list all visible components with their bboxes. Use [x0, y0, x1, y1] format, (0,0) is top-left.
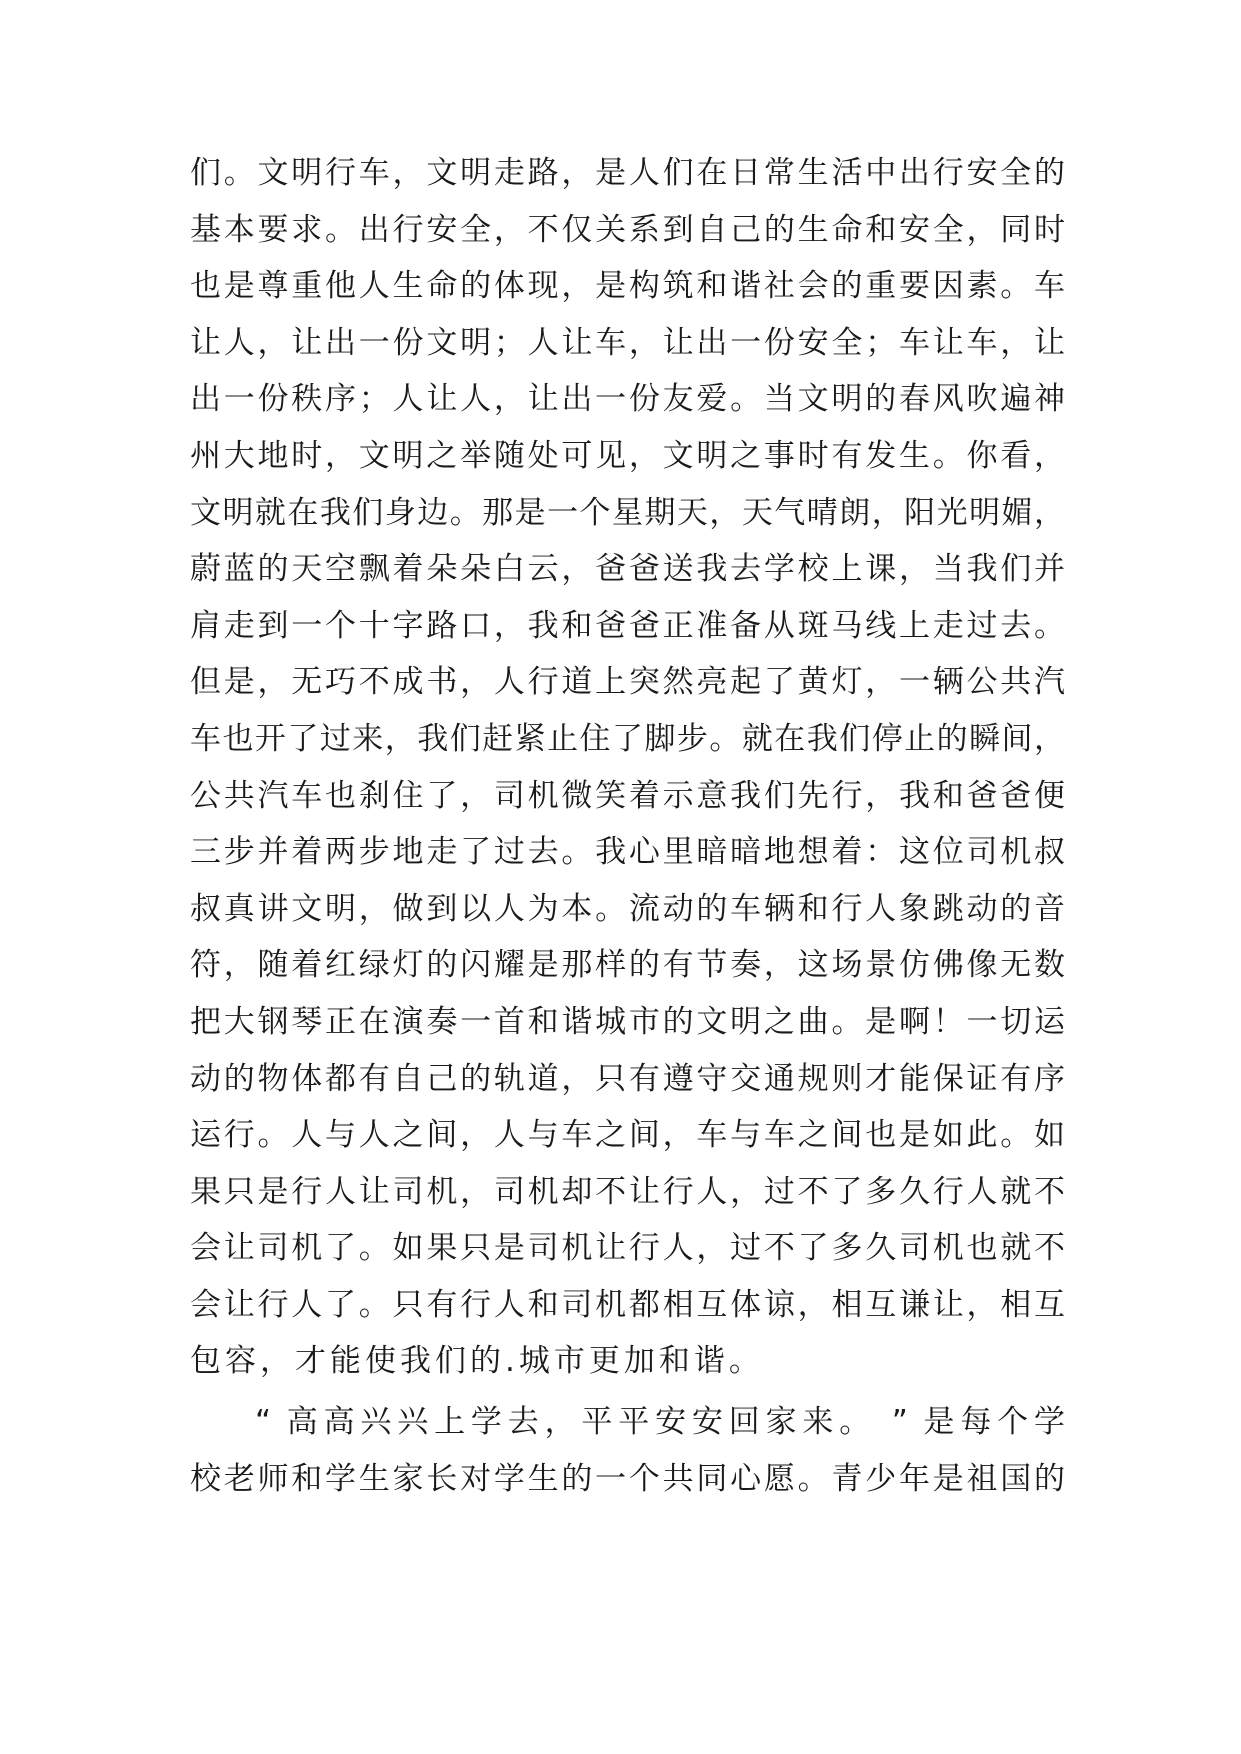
text-line: 校老师和学生家长对学生的一个共同心愿。青少年是祖国的: [190, 1460, 1065, 1497]
text-line: 果只是行人让司机，司机却不让行人，过不了多久行人就不: [190, 1173, 1065, 1210]
text-line: 让人，让出一份文明；人让车，让出一份安全；车让车，让: [190, 324, 1065, 361]
text-line: 运行。人与人之间，人与车之间，车与车之间也是如此。如: [190, 1117, 1065, 1154]
text-line: 把大钢琴正在演奏一首和谐城市的文明之曲。是啊！一切运: [190, 1003, 1065, 1040]
text-line: 三步并着两步地走了过去。我心里暗暗地想着：这位司机叔: [190, 834, 1065, 871]
paragraph-2: [190, 1402, 1065, 1515]
text-line: 肩走到一个十字路口，我和爸爸正准备从斑马线上走过去。: [190, 607, 1065, 644]
document-page: [190, 153, 1065, 1515]
text-line: 州大地时，文明之举随处可见，文明之事时有发生。你看，: [190, 437, 1065, 474]
text-line: 包容，才能使我们的.城市更加和谐。: [190, 1343, 764, 1380]
text-line: 会让行人了。只有行人和司机都相互体谅，相互谦让，相互: [190, 1286, 1065, 1323]
text-line: 蔚蓝的天空飘着朵朵白云，爸爸送我去学校上课，当我们并: [190, 551, 1065, 588]
paragraph-1: [190, 153, 1065, 1398]
text-line: 动的物体都有自己的轨道，只有遵守交通规则才能保证有序: [190, 1060, 1065, 1097]
text-line: 会让司机了。如果只是司机让行人，过不了多久司机也就不: [190, 1230, 1065, 1267]
text-line: 基本要求。出行安全，不仅关系到自己的生命和安全，同时: [190, 211, 1065, 248]
text-line: 但是，无巧不成书，人行道上突然亮起了黄灯，一辆公共汽: [190, 664, 1065, 701]
text-line: 们。文明行车，文明走路，是人们在日常生活中出行安全的: [190, 155, 1065, 191]
text-line: 也是尊重他人生命的体现，是构筑和谐社会的重要因素。车: [190, 268, 1065, 305]
text-line: 出一份秩序；人让人，让出一份友爱。当文明的春风吹遍神: [190, 381, 1065, 418]
text-line: 公共汽车也刹住了，司机微笑着示意我们先行，我和爸爸便: [190, 777, 1065, 814]
text-line: 符，随着红绿灯的闪耀是那样的有节奏，这场景仿佛像无数: [190, 947, 1065, 984]
text-line: 叔真讲文明，做到以人为本。流动的车辆和行人象跳动的音: [190, 890, 1065, 927]
text-line: 文明就在我们身边。那是一个星期天，天气晴朗，阳光明媚，: [190, 494, 1065, 531]
text-line: “ 高高兴兴上学去，平平安安回家来。 ” 是每个学: [255, 1404, 1065, 1441]
text-line: 车也开了过来，我们赶紧止住了脚步。就在我们停止的瞬间，: [190, 720, 1065, 757]
